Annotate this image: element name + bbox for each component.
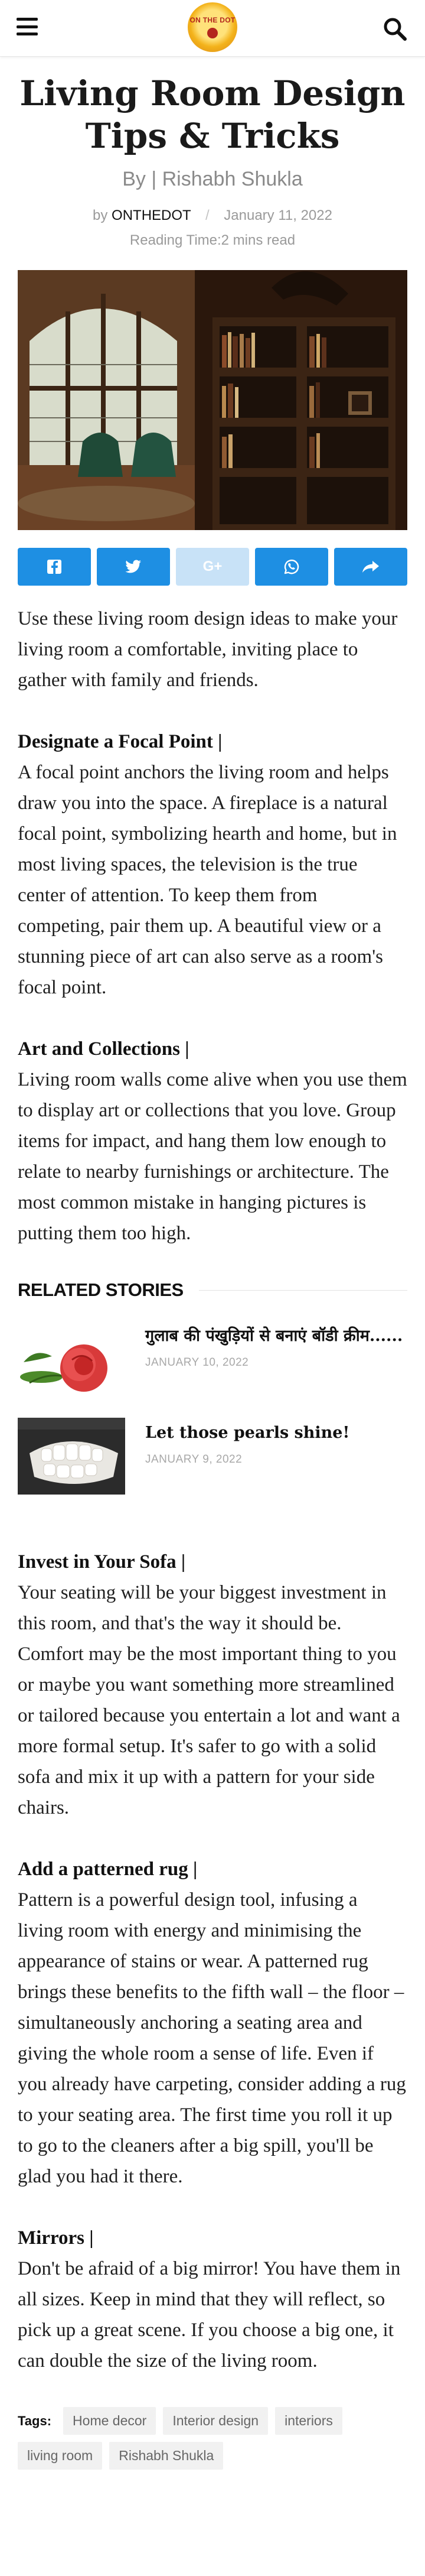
article-meta (0, 207, 425, 224)
story-date: JANUARY 9, 2022 (145, 1453, 243, 1466)
hero-image (18, 270, 407, 530)
section-focal-point (18, 726, 407, 1003)
twitter-icon (125, 560, 142, 574)
share-google-plus-button[interactable] (176, 548, 249, 586)
top-navigation-bar (0, 0, 425, 57)
tag-interiors[interactable]: interiors (275, 2407, 342, 2435)
story-thumbnail-pearls[interactable] (18, 1418, 125, 1495)
share-icon (362, 560, 380, 574)
section-text: Don't be afraid of a big mirror! You have them in all sizes. Keep in mind that they will reflect, so pick up a great scene. If you choose a big one, it can double the size of the living room. (18, 2258, 401, 2372)
reading-time: Reading Time:2 mins read (129, 232, 296, 248)
article-byline: By | Rishabh Shukla (122, 168, 303, 190)
divider (199, 1290, 407, 1291)
whatsapp-icon (283, 558, 300, 575)
section-text: Pattern is a powerful design tool, infusing a living room with energy and minimising the appearance of stains or wear. A patterned rug brings these benefits to the fifth wall – the floor – simultaneously anchoring a seating area and giving the whole room a sense of life. Even if you already have carpeting, consider adding a rug to your seating area. The first time you roll it up to go to the cleaners after a big spill, you'll be glad you had it there. (18, 1889, 406, 2187)
share-twitter-button[interactable] (97, 548, 170, 586)
meta-separator: / (205, 207, 210, 223)
tag-living-room[interactable]: living room (18, 2442, 102, 2470)
google-plus-icon: G+ (202, 558, 223, 574)
logo-text: ON THE DOT (189, 16, 236, 24)
related-stories-header (18, 1279, 407, 1301)
section-rug (18, 1854, 407, 2192)
article-body-continued (18, 1547, 407, 2376)
section-text: Living room walls come alive when you use them to display art or collections that you love. Group items for impact, and hang them low enough to relate to nearby furnishings or architecture. The most common mistake in hanging pictures is putting them too high. (18, 1069, 407, 1244)
article-date: January 11, 2022 (224, 207, 332, 223)
share-whatsapp-button[interactable] (255, 548, 328, 586)
tag-rishabh-shukla[interactable]: Rishabh Shukla (109, 2442, 223, 2470)
story-body (145, 1418, 349, 1495)
tag-interior-design[interactable]: Interior design (163, 2407, 268, 2435)
share-bar (18, 548, 407, 586)
hamburger-menu-icon[interactable] (17, 18, 38, 35)
story-title[interactable]: Let those pearls shine! (145, 1424, 350, 1442)
story-body (145, 1321, 403, 1398)
meta-by: by (93, 207, 108, 223)
section-text: Your seating will be your biggest investment in this room, and that's the way it should be. Comfort may be the most important thing to you or maybe you want something more streamlined or tailored because you entertain a lot and want a more formal setup. It's safer to go with a solid sofa and mix it up with a pattern for your side chairs. (18, 1582, 400, 1818)
section-text: A focal point anchors the living room and helps draw you into the space. A fireplace is a natural focal point, symbolizing hearth and home, but in most living spaces, the television is the true center of attention. To keep them from competing, pair them up. A beautiful view or a stunning piece of art can also serve as a room's focal point. (18, 762, 397, 998)
site-logo[interactable] (188, 2, 237, 52)
section-art-collections (18, 1034, 407, 1249)
section-heading: Add a patterned rug | (18, 1859, 198, 1880)
article-intro: Use these living room design ideas to make your living room a comfortable, inviting place to gather with family and friends. (18, 608, 398, 691)
share-more-button[interactable] (334, 548, 407, 586)
related-stories (18, 1279, 407, 1495)
related-story[interactable] (18, 1321, 407, 1398)
section-heading: Mirrors | (18, 2227, 94, 2249)
section-mirrors (18, 2223, 407, 2376)
author-link[interactable]: ONTHEDOT (112, 207, 191, 223)
facebook-icon (47, 559, 62, 574)
story-date: JANUARY 10, 2022 (145, 1356, 249, 1369)
related-stories-title: RELATED STORIES (18, 1279, 184, 1300)
section-heading: Designate a Focal Point | (18, 731, 223, 752)
story-title[interactable]: गुलाब की पंखुड़ियों से बनाएं बॉडी क्रीम...... (145, 1327, 403, 1345)
section-heading: Invest in Your Sofa | (18, 1551, 186, 1573)
tag-home-decor[interactable]: Home decor (63, 2407, 156, 2435)
logo-dot (207, 28, 218, 38)
tags-list (18, 2407, 407, 2470)
section-sofa (18, 1547, 407, 1823)
related-story[interactable] (18, 1418, 407, 1495)
share-facebook-button[interactable] (18, 548, 91, 586)
search-icon[interactable] (382, 17, 407, 41)
story-thumbnail-rose[interactable] (18, 1321, 125, 1398)
tags-label: Tags: (18, 2413, 52, 2428)
article-title: Living Room Design Tips & Tricks (19, 73, 406, 156)
article-body (18, 603, 407, 1249)
section-heading: Art and Collections | (18, 1038, 189, 1060)
